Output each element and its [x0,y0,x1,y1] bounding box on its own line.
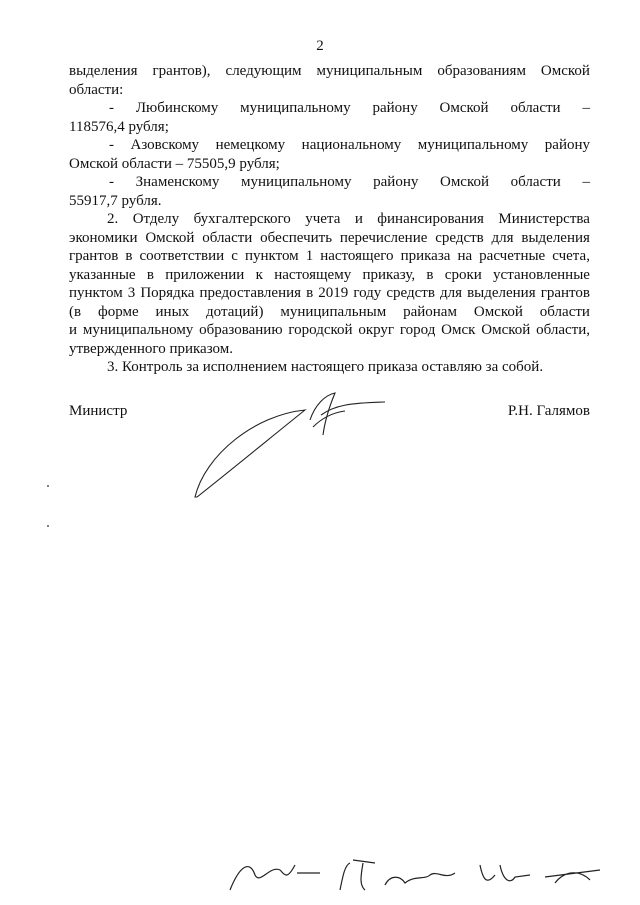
word: Омской [439,100,489,116]
word: Омской [439,174,490,190]
word: в [125,248,133,264]
word: экономики [69,229,138,246]
scan-speck [47,525,49,527]
word: 1 [305,248,314,264]
word: следующим [225,63,302,79]
word: форме [97,303,139,320]
word: муниципальным [280,303,387,320]
word: дотаций) [206,303,264,320]
word: для [439,285,462,301]
word: настоящему [274,266,352,283]
word: пунктом [244,248,299,264]
word: городской [288,322,353,338]
text-line [69,340,590,359]
scan-speck [47,485,49,487]
text-line [69,155,590,174]
word: району [373,174,419,190]
word: 2019 [318,285,349,301]
word: грантов), [152,63,211,79]
word: для [491,229,514,246]
word: к [255,266,263,283]
word: иных [155,303,190,320]
word: учета [305,211,341,227]
text-line [69,81,590,100]
word: Омской [481,322,531,338]
word: 3 [127,285,136,301]
word: и [69,322,78,338]
text-line [69,118,590,137]
text-line [69,266,590,285]
handwritten-approval-marks [225,845,605,895]
word: области [510,100,561,116]
word: - [109,174,114,190]
word: настоящего [320,248,394,264]
word: области: [69,81,124,98]
word: - [109,100,114,116]
text-line [69,229,590,248]
word: 2. [107,211,119,227]
word: Азовскому [130,137,200,153]
word: средств [435,229,484,246]
signature-block [69,403,590,420]
word: области [510,174,561,190]
text-line [69,62,590,81]
word: муниципальному [240,100,351,116]
word: – [582,174,590,190]
word: Омской области – 75505,9 рубля; [69,155,280,172]
word: счета, [552,248,590,264]
word: муниципальному [82,322,194,338]
text-line [69,321,590,340]
word: образованию [199,322,283,338]
word: сроки [444,266,482,283]
word: утвержденного приказом. [69,340,234,357]
word: Любинскому [135,100,219,116]
word: город [399,322,436,338]
word: Знаменскому [135,174,220,190]
word: выделения [521,229,590,246]
text-line [69,173,590,192]
word: Отделу [132,211,180,227]
word: - [109,137,114,153]
word: бухгалтерского [193,211,291,227]
text-line [69,192,590,211]
word: Омск [441,322,476,338]
word: соответствии [139,248,225,264]
handwritten-signature [185,375,395,505]
word: и [354,211,363,227]
word: области [202,229,253,246]
word: муниципальным [316,63,423,79]
word: – [582,100,590,116]
text-line [69,99,590,118]
word: приложении [165,266,245,283]
word: в [146,266,154,283]
word: Омской [473,303,523,320]
word: финансирования [377,211,484,227]
text-line [69,210,590,229]
word: средств [386,285,435,301]
text-line [69,303,590,322]
text-line [69,136,590,155]
word: Омской [540,63,590,79]
text-line [69,247,590,266]
word: 118576,4 рубля; [69,118,169,135]
word: национальному [301,137,402,153]
word: 55917,7 рубля. [69,192,162,209]
word: установленные [493,266,590,283]
word: образованиям [437,63,526,79]
word: предоставления [199,285,302,301]
word: району [372,100,418,116]
word: муниципальному [417,137,529,153]
signer-title: Министр [69,403,128,419]
text-line [69,284,590,303]
word: (в [69,303,82,320]
document-body [69,62,590,377]
word: перечисление [339,229,428,246]
word: области, [536,322,590,338]
word: обеспечить [260,229,333,246]
word: грантов [69,248,119,264]
word: муниципальному [241,174,352,190]
word: с [231,248,238,264]
word: округ [358,322,395,338]
word: грантов [540,285,590,301]
word: Порядка [140,285,195,301]
signer-name: Р.Н. Галямов [507,403,590,419]
word: выделения [69,63,138,79]
page-number: 2 [316,38,324,54]
word: приказу, [362,266,416,283]
word: пунктом [69,285,123,301]
word: немецкому [215,137,286,153]
text-line [69,358,590,377]
word: Омской [145,229,195,246]
word: выделения [467,285,536,301]
word: в [426,266,434,283]
word: на [457,248,473,264]
word: Министерства [498,211,590,227]
word: расчетные [479,248,546,264]
word: области [539,303,590,320]
word: приказа [400,248,451,264]
word: указанные [69,266,136,283]
word: в [306,285,314,301]
word: году [353,285,382,301]
word: району [544,137,590,153]
word: районам [403,303,457,320]
word: 3. Контроль за исполнением настоящего приказа оставляю за собой. [107,359,544,375]
